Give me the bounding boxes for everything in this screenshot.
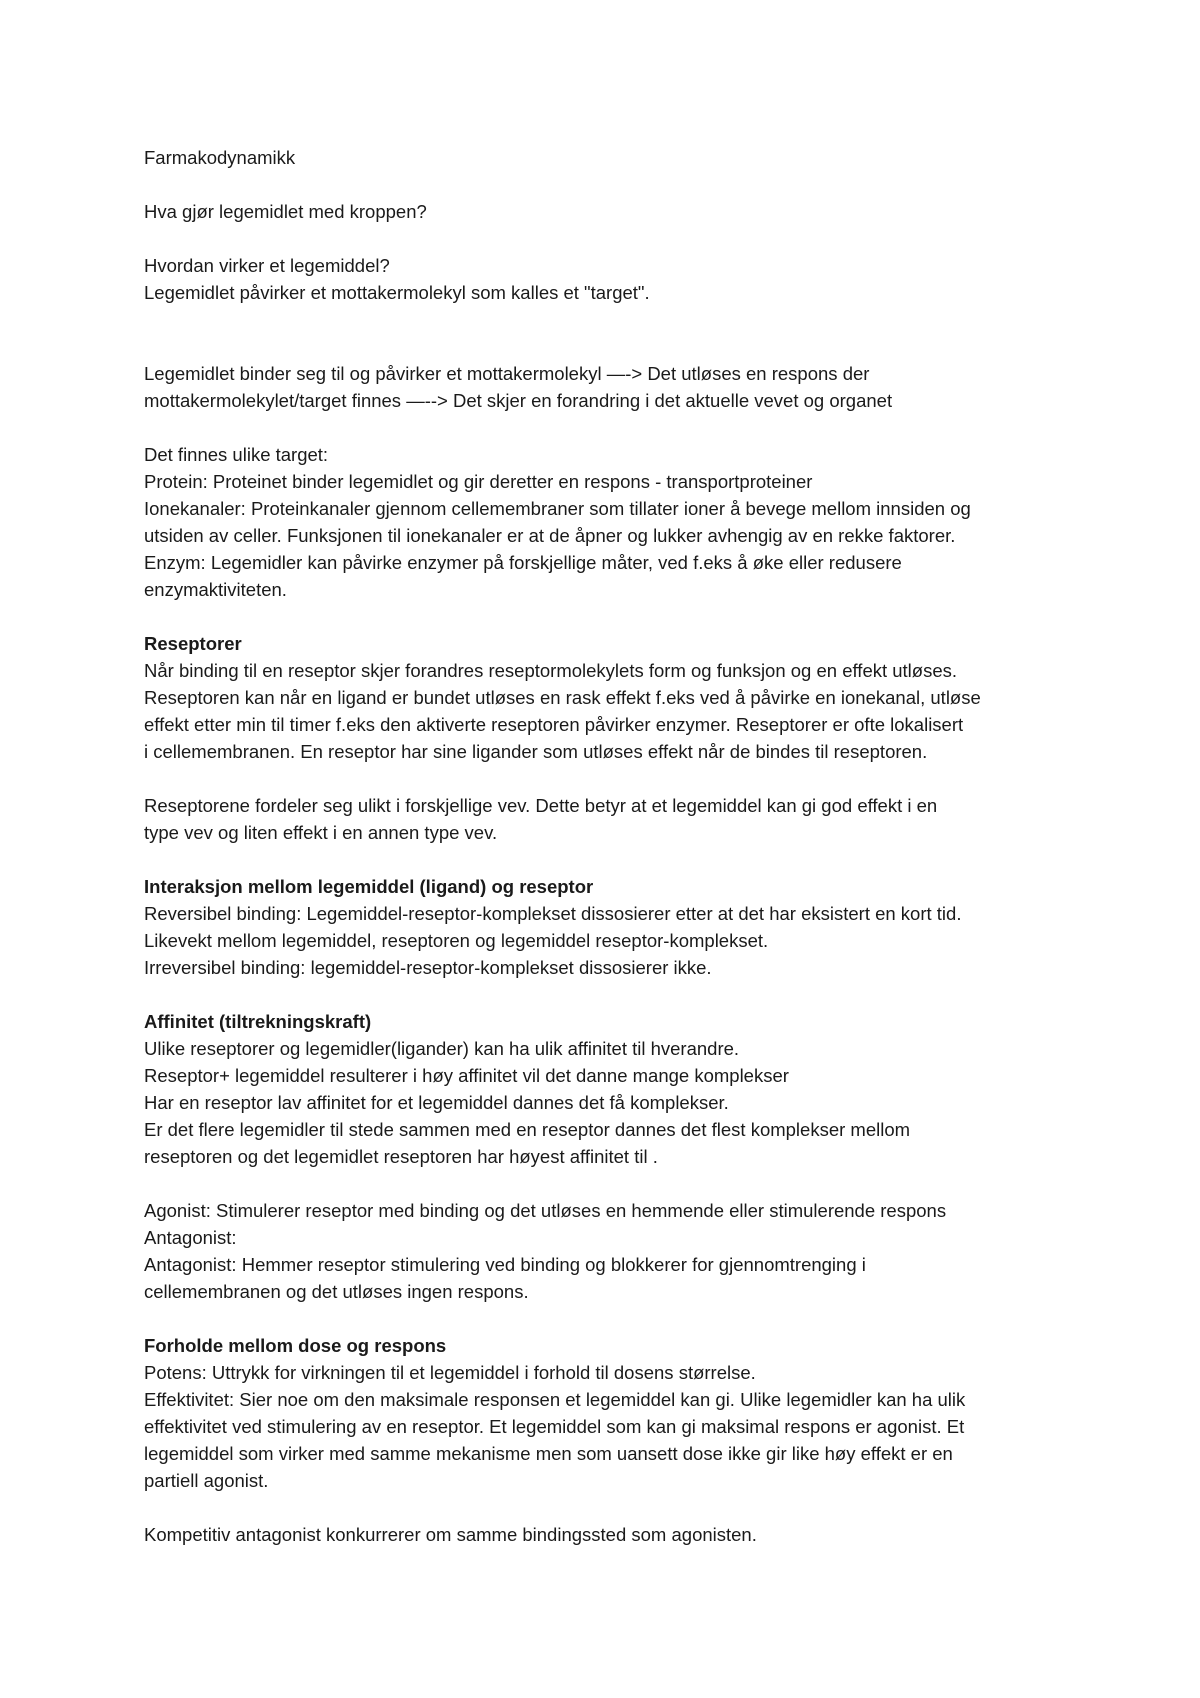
paragraph-line: Antagonist: Hemmer reseptor stimulering ved binding og blokkerer for gjennomtrenging i [144, 1254, 866, 1275]
target-ionekanaler: utsiden av celler. Funksjonen til ionekanaler er at de åpner og lukker avhengig av en rekke faktorer. [144, 525, 956, 546]
paragraph-line: partiell agonist. [144, 1470, 269, 1491]
paragraph-line: Reversibel binding: Legemiddel-reseptor-komplekset dissosierer etter at det har eksistert en kort tid. [144, 903, 962, 924]
paragraph-line: i cellemembranen. En reseptor har sine ligander som utløses effekt når de bindes til reseptoren. [144, 741, 928, 762]
paragraph-line: type vev og liten effekt i en annen type vev. [144, 822, 498, 843]
paragraph-line: effekt etter min til timer f.eks den aktiverte reseptoren påvirker enzymer. Reseptorer er ofte lokalisert [144, 714, 964, 735]
target-protein: Protein: Proteinet binder legemidlet og gir deretter en respons - transportproteiner [144, 471, 813, 492]
section-heading-interaksjon: Interaksjon mellom legemiddel (ligand) og reseptor [144, 876, 594, 897]
target-ionekanaler: Ionekanaler: Proteinkanaler gjennom cellemembraner som tillater ioner å bevege mellom innsiden og [144, 498, 971, 519]
paragraph-line: cellemembranen og det utløses ingen respons. [144, 1281, 529, 1302]
paragraph-line: Agonist: Stimulerer reseptor med binding og det utløses en hemmende eller stimulerende respons [144, 1200, 947, 1221]
paragraph-line: Reseptor+ legemiddel resulterer i høy affinitet vil det danne mange komplekser [144, 1065, 789, 1086]
paragraph-line: Har en reseptor lav affinitet for et legemiddel dannes det få komplekser. [144, 1092, 729, 1113]
paragraph-line: Antagonist: [144, 1227, 237, 1248]
paragraph-line: Likevekt mellom legemiddel, reseptoren og legemiddel reseptor-komplekset. [144, 930, 769, 951]
section-heading-dose-respons: Forholde mellom dose og respons [144, 1335, 447, 1356]
paragraph-line: Når binding til en reseptor skjer forandres reseptormolekylets form og funksjon og en effekt utløses. [144, 660, 958, 681]
mechanism-chain-line: mottakermolekylet/target finnes —--> Det skjer en forandring i det aktuelle vevet og organet [144, 390, 893, 411]
section-heading-affinitet: Affinitet (tiltrekningskraft) [144, 1011, 372, 1032]
section-heading-reseptorer: Reseptorer [144, 633, 242, 654]
paragraph-line: Potens: Uttrykk for virkningen til et legemiddel i forhold til dosens størrelse. [144, 1362, 756, 1383]
paragraph-line: Er det flere legemidler til stede sammen med en reseptor dannes det flest komplekser mellom [144, 1119, 911, 1140]
paragraph-line: Irreversibel binding: legemiddel-reseptor-komplekset dissosierer ikke. [144, 957, 712, 978]
paragraph-line: Reseptoren kan når en ligand er bundet utløses en rask effekt f.eks ved å påvirke en ionekanal, utløse [144, 687, 981, 708]
paragraph-line: Reseptorene fordeler seg ulikt i forskjellige vev. Dette betyr at et legemiddel kan gi god effekt i en [144, 795, 938, 816]
paragraph-line: Effektivitet: Sier noe om den maksimale responsen et legemiddel kan gi. Ulike legemidler kan ha ulik [144, 1389, 966, 1410]
paragraph-line: reseptoren og det legemidlet reseptoren har høyest affinitet til . [144, 1146, 658, 1167]
mechanism-chain-line: Legemidlet binder seg til og påvirker et mottakermolekyl —-> Det utløses en respons der [144, 363, 870, 384]
paragraph-line: Ulike reseptorer og legemidler(ligander) kan ha ulik affinitet til hverandre. [144, 1038, 740, 1059]
answer-target: Legemidlet påvirker et mottakermolekyl som kalles et "target". [144, 282, 650, 303]
paragraph-line: Kompetitiv antagonist konkurrerer om samme bindingssted som agonisten. [144, 1524, 757, 1545]
paragraph-line: effektivitet ved stimulering av en reseptor. Et legemiddel som kan gi maksimal respons er agonist. Et [144, 1416, 965, 1437]
target-enzym: Enzym: Legemidler kan påvirke enzymer på forskjellige måter, ved f.eks å øke eller redusere [144, 552, 902, 573]
targets-intro: Det finnes ulike target: [144, 444, 329, 465]
target-enzym: enzymaktiviteten. [144, 579, 287, 600]
paragraph-line: legemiddel som virker med samme mekanisme men som uansett dose ikke gir like høy effekt er en [144, 1443, 953, 1464]
document-title: Farmakodynamikk [144, 147, 296, 168]
question-what-does-drug-do: Hva gjør legemidlet med kroppen? [144, 201, 427, 222]
question-how-does-drug-work: Hvordan virker et legemiddel? [144, 255, 390, 276]
